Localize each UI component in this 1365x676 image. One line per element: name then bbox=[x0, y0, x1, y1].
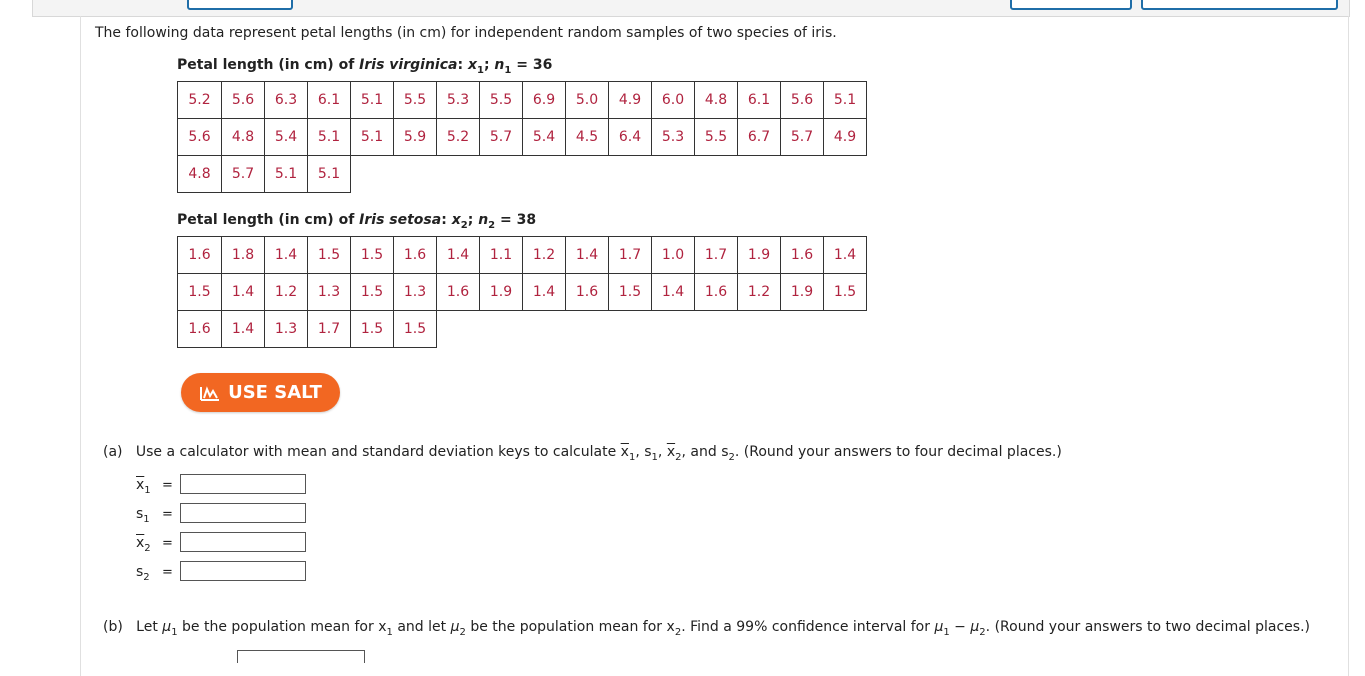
use-salt-button[interactable] bbox=[181, 373, 340, 412]
caption-prefix: Petal length (in cm) of bbox=[177, 57, 360, 73]
sym: s bbox=[644, 444, 652, 460]
table-cell: 1.4 bbox=[824, 237, 867, 274]
table-cell: 1.6 bbox=[566, 274, 609, 311]
table-row bbox=[178, 237, 867, 274]
xbar1-label bbox=[136, 477, 151, 496]
table-cell: 6.1 bbox=[738, 82, 781, 119]
table-cell: 1.8 bbox=[222, 237, 265, 274]
table-cell: 6.7 bbox=[738, 119, 781, 156]
intro-text: The following data represent petal lengths (in cm) for independent random samples of two species of iris. bbox=[95, 25, 837, 41]
table-cell: 5.5 bbox=[695, 119, 738, 156]
sym: $\overline{x}$ bbox=[136, 535, 145, 551]
table-cell: 5.5 bbox=[480, 82, 523, 119]
table-cell: 5.4 bbox=[523, 119, 566, 156]
top-button-right[interactable] bbox=[1141, 0, 1338, 10]
n-value: = 36 bbox=[511, 57, 553, 73]
table-cell: 1.5 bbox=[824, 274, 867, 311]
part-a-prompt: (a) Use a calculator with mean and standard deviation keys to calculate $\overline{x}_1$, $s_1$, $\overline{x}_2$, and $s_2$. (Round your answers to four decimal places.) bbox=[103, 444, 1062, 463]
table-cell: 1.6 bbox=[178, 237, 222, 274]
virginica-caption: Petal length (in cm) of Iris virginica: $x_1$; $n_1 = 36$ bbox=[177, 57, 553, 76]
table-row bbox=[178, 119, 867, 156]
table-cell: 1.4 bbox=[437, 237, 480, 274]
text: be the population mean for bbox=[177, 619, 379, 635]
xbar2-input[interactable] bbox=[180, 532, 306, 552]
var-symbol: x bbox=[467, 57, 477, 73]
table-cell: 4.5 bbox=[566, 119, 609, 156]
table-cell: 6.3 bbox=[265, 82, 308, 119]
setosa-caption: Petal length (in cm) of Iris setosa: $x_2$; $n_2 = 38$ bbox=[177, 212, 537, 231]
table-cell: 5.6 bbox=[781, 82, 824, 119]
sym: s bbox=[136, 564, 144, 580]
sub: 2 bbox=[675, 451, 682, 463]
table-cell: 5.5 bbox=[394, 82, 437, 119]
table-cell: 1.4 bbox=[265, 237, 308, 274]
text: and let bbox=[392, 619, 451, 635]
text: . (Round your answers to four decimal places.) bbox=[734, 444, 1062, 460]
table-cell: 1.6 bbox=[437, 274, 480, 311]
text: , and bbox=[681, 444, 722, 460]
table-cell: 1.4 bbox=[652, 274, 695, 311]
text: Let bbox=[136, 619, 163, 635]
table-cell: 5.1 bbox=[351, 119, 394, 156]
table-cell: 1.4 bbox=[222, 311, 265, 348]
table-cell: 5.0 bbox=[566, 82, 609, 119]
xbar2-label bbox=[136, 535, 151, 554]
part-b-prompt: (b) Let $\mu_1$ be the population mean for $x_1$ and let $\mu_2$ be the population mean for $x_2$. Find a 99% confidence interval for $\mu_1 - \mu_2$. (Round your answers to two decimal places.) bbox=[103, 619, 1310, 638]
table-cell: 1.3 bbox=[265, 311, 308, 348]
table-cell: 1.2 bbox=[265, 274, 308, 311]
sym: $\overline{x}$ bbox=[136, 477, 145, 493]
table-cell: 6.0 bbox=[652, 82, 695, 119]
table-cell: 1.6 bbox=[781, 237, 824, 274]
table-cell: 1.4 bbox=[566, 237, 609, 274]
table-cell: 1.5 bbox=[609, 274, 652, 311]
equals-sign: = bbox=[162, 478, 173, 493]
table-cell: 1.5 bbox=[308, 237, 351, 274]
table-row bbox=[178, 274, 867, 311]
sub: 2 bbox=[144, 542, 151, 554]
table-cell: 5.7 bbox=[781, 119, 824, 156]
table-cell: 1.4 bbox=[523, 274, 566, 311]
table-cell: 5.1 bbox=[265, 156, 308, 193]
table-cell: 6.4 bbox=[609, 119, 652, 156]
top-button-left[interactable] bbox=[187, 0, 293, 10]
table-cell: 6.1 bbox=[308, 82, 351, 119]
s2-label bbox=[136, 564, 150, 583]
salt-logo-icon bbox=[199, 384, 221, 402]
part-b-label: (b) bbox=[103, 619, 123, 635]
mu: μ bbox=[450, 619, 460, 635]
n-subscript: 2 bbox=[488, 219, 496, 231]
table-cell: 5.9 bbox=[394, 119, 437, 156]
table-cell: 4.9 bbox=[609, 82, 652, 119]
table-cell: 5.4 bbox=[265, 119, 308, 156]
text: . Find a 99% confidence interval for bbox=[681, 619, 935, 635]
table-cell: 1.5 bbox=[351, 237, 394, 274]
table-cell: 1.7 bbox=[695, 237, 738, 274]
table-cell: 5.1 bbox=[824, 82, 867, 119]
table-cell: 1.7 bbox=[308, 311, 351, 348]
sym: $\overline{x}$ bbox=[620, 444, 629, 460]
s2-input[interactable] bbox=[180, 561, 306, 581]
n-symbol: n bbox=[494, 57, 505, 73]
virginica-data-table bbox=[177, 81, 867, 193]
sub: 1 bbox=[144, 484, 151, 496]
table-cell: 4.8 bbox=[695, 82, 738, 119]
sub: 1 bbox=[628, 451, 636, 463]
table-cell: 5.3 bbox=[652, 119, 695, 156]
sub: 1 bbox=[386, 626, 393, 638]
table-cell: 5.1 bbox=[308, 156, 351, 193]
table-cell: 5.2 bbox=[178, 82, 222, 119]
table-cell: 1.3 bbox=[394, 274, 437, 311]
caption-prefix: Petal length (in cm) of bbox=[177, 212, 360, 228]
n-subscript: 1 bbox=[504, 64, 512, 76]
table-cell: 1.6 bbox=[695, 274, 738, 311]
table-cell: 5.2 bbox=[437, 119, 480, 156]
n-symbol: n bbox=[478, 212, 489, 228]
mu: μ bbox=[162, 619, 172, 635]
text: − bbox=[949, 619, 971, 635]
sub: 1 bbox=[171, 626, 178, 638]
text: be the population mean for bbox=[465, 619, 667, 635]
table-cell: 1.9 bbox=[480, 274, 523, 311]
mu: μ bbox=[970, 619, 980, 635]
sub: 2 bbox=[728, 451, 735, 463]
table-cell: 4.9 bbox=[824, 119, 867, 156]
equals-sign: = bbox=[162, 565, 173, 580]
sub: 1 bbox=[943, 626, 950, 638]
s1-label bbox=[136, 506, 150, 525]
table-cell: 1.0 bbox=[652, 237, 695, 274]
part-a-label: (a) bbox=[103, 444, 123, 460]
table-cell: 1.9 bbox=[738, 237, 781, 274]
equals-sign: = bbox=[162, 507, 173, 522]
lower-limit-input[interactable] bbox=[237, 650, 365, 663]
table-cell: 5.3 bbox=[437, 82, 480, 119]
table-cell: 1.7 bbox=[609, 237, 652, 274]
table-row bbox=[178, 156, 867, 193]
table-cell: 5.1 bbox=[351, 82, 394, 119]
table-cell: 4.8 bbox=[222, 119, 265, 156]
sub: 1 bbox=[651, 451, 658, 463]
table-cell: 1.5 bbox=[351, 274, 394, 311]
table-cell: 6.9 bbox=[523, 82, 566, 119]
top-button-middle[interactable] bbox=[1010, 0, 1132, 10]
table-cell: 1.6 bbox=[394, 237, 437, 274]
var-subscript: 1 bbox=[476, 64, 484, 76]
table-cell: 1.9 bbox=[781, 274, 824, 311]
table-cell: 1.5 bbox=[178, 274, 222, 311]
table-cell: 5.6 bbox=[222, 82, 265, 119]
table-cell: 1.2 bbox=[523, 237, 566, 274]
table-cell: 1.4 bbox=[222, 274, 265, 311]
mu: μ bbox=[934, 619, 944, 635]
equals-sign: = bbox=[162, 536, 173, 551]
var-symbol: x bbox=[451, 212, 461, 228]
table-cell: 5.7 bbox=[222, 156, 265, 193]
text: . (Round your answers to two decimal places.) bbox=[985, 619, 1310, 635]
setosa-data-table bbox=[177, 236, 867, 348]
table-cell: 4.8 bbox=[178, 156, 222, 193]
sub: 2 bbox=[674, 626, 682, 638]
table-cell: 1.6 bbox=[178, 311, 222, 348]
table-cell: 5.6 bbox=[178, 119, 222, 156]
species-name: Iris setosa bbox=[359, 212, 442, 228]
table-row bbox=[178, 311, 867, 348]
sym: s bbox=[136, 506, 144, 522]
use-salt-label: USE SALT bbox=[228, 382, 322, 403]
var-subscript: 2 bbox=[460, 219, 468, 231]
species-name: Iris virginica bbox=[359, 57, 458, 73]
table-cell: 1.3 bbox=[308, 274, 351, 311]
s1-input[interactable] bbox=[180, 503, 306, 523]
sub: 2 bbox=[143, 571, 150, 583]
sym: $\overline{x}$ bbox=[666, 444, 676, 460]
table-cell: 5.1 bbox=[308, 119, 351, 156]
table-cell: 5.7 bbox=[480, 119, 523, 156]
sub: 2 bbox=[459, 626, 466, 638]
sub: 2 bbox=[979, 626, 986, 638]
part-a-text: Use a calculator with mean and standard deviation keys to calculate bbox=[135, 444, 621, 460]
table-row bbox=[178, 82, 867, 119]
table-cell: 1.5 bbox=[394, 311, 437, 348]
table-cell: 1.5 bbox=[351, 311, 394, 348]
xbar1-input[interactable] bbox=[180, 474, 306, 494]
table-cell: 1.1 bbox=[480, 237, 523, 274]
sym: s bbox=[721, 444, 729, 460]
sub: 1 bbox=[143, 513, 150, 525]
table-cell: 1.2 bbox=[738, 274, 781, 311]
n-value: = 38 bbox=[495, 212, 537, 228]
top-toolbar-strip bbox=[32, 0, 1350, 17]
